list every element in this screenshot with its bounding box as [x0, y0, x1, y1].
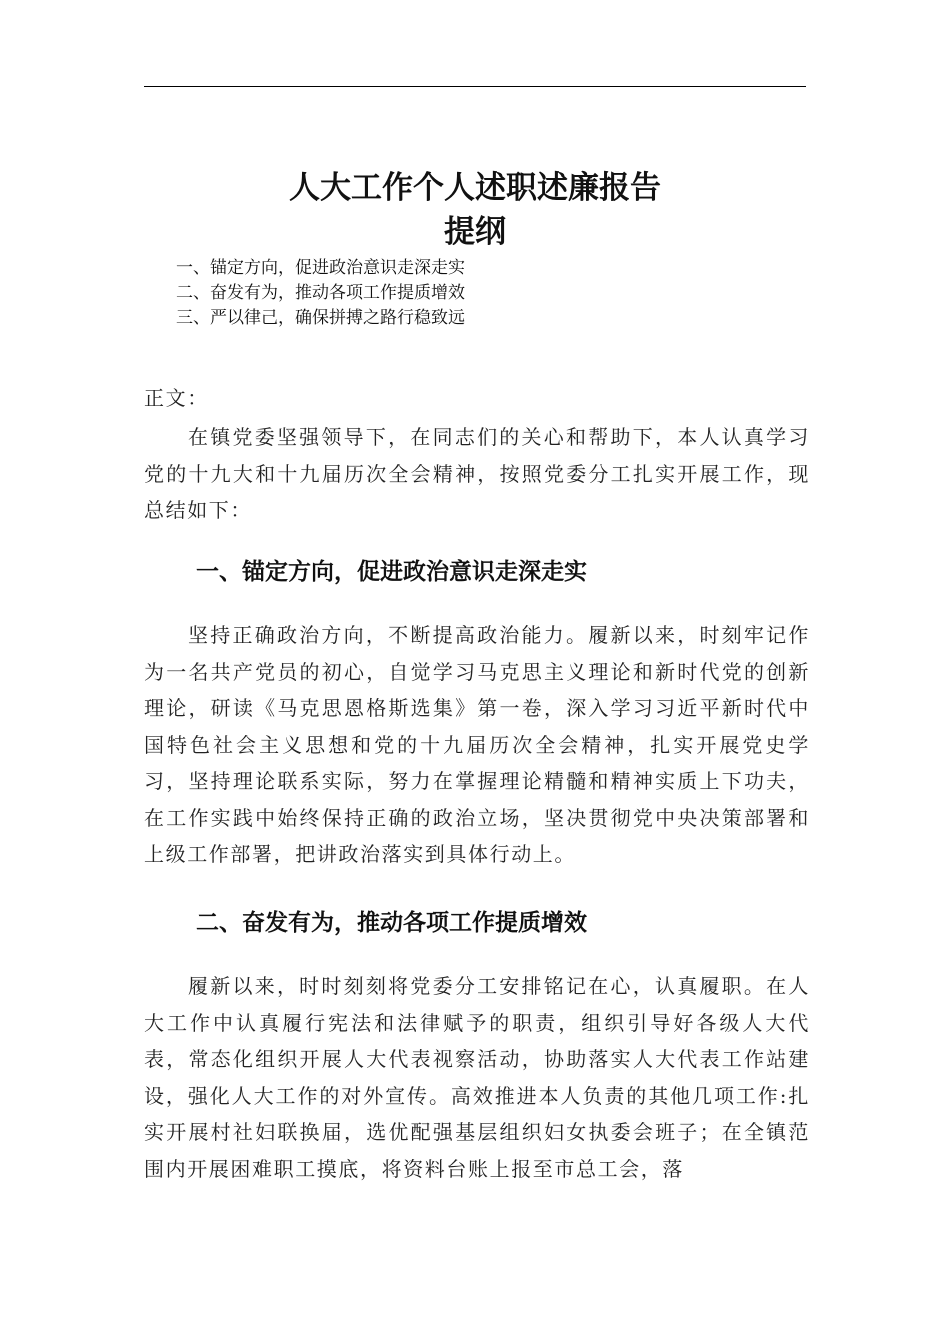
- body-label: 正文：: [144, 386, 209, 410]
- section-heading-1: 一、锚定方向，促进政治意识走深走实: [196, 559, 587, 585]
- outline-list: [176, 256, 776, 331]
- section-paragraph-1: 坚持正确政治方向，不断提高政治能力。履新以来，时刻牢记作为一名共产党员的初心，自觉学习马克思主义理论和新时代党的创新理论，研读《马克思恩格斯选集》第一卷，深入学习习近平新时代中国特色社会主义思想和党的十九届历次全会精神，扎实开展党史学习，坚持理论联系实际，努力在掌握理论精髓和精神实质上下功夫，在工作实践中始终保持正确的政治立场，坚决贯彻党中央决策部署和上级工作部署，把讲政治落实到具体行动上。: [144, 623, 810, 866]
- intro-paragraph: 在镇党委坚强领导下，在同志们的关心和帮助下，本人认真学习党的十九大和十九届历次全会精神，按照党委分工扎实开展工作，现总结如下：: [144, 425, 810, 522]
- section-heading-2: 二、奋发有为，推动各项工作提质增效: [196, 910, 587, 936]
- header-rule: [144, 86, 806, 87]
- outline-item: 三、严以律己，确保拼搏之路行稳致远: [176, 308, 465, 328]
- outline-item: 一、锚定方向，促进政治意识走深走实: [176, 258, 465, 278]
- document-subtitle: 提纲: [444, 214, 506, 250]
- document-title: 人大工作个人述职述廉报告: [289, 170, 661, 206]
- section-paragraph-2: 履新以来，时时刻刻将党委分工安排铭记在心，认真履职。在人大工作中认真履行宪法和法律赋予的职责，组织引导好各级人大代表，常态化组织开展人大代表视察活动，协助落实人大代表工作站建设，强化人大工作的对外宣传。高效推进本人负责的其他几项工作:扎实开展村社妇联换届，选优配强基层组织妇女执委会班子；在全镇范围内开展困难职工摸底，将资料台账上报至市总工会，落: [144, 974, 810, 1181]
- outline-item: 二、奋发有为，推动各项工作提质增效: [176, 283, 465, 303]
